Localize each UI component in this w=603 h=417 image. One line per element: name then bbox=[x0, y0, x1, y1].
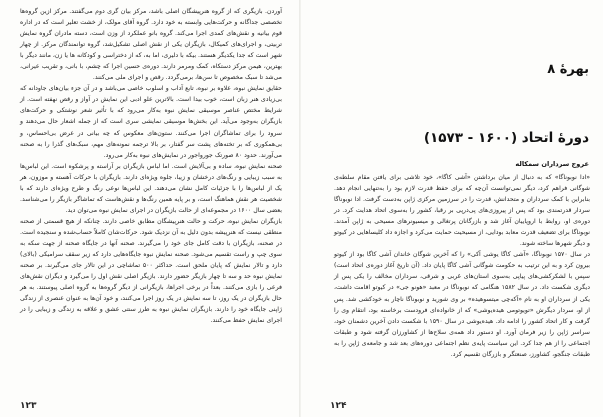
left-page bbox=[0, 0, 300, 417]
chapter-title: دورهٔ اتحاد (۱۶۰۰ - ۱۵۷۳) bbox=[423, 130, 589, 146]
chapter-label: بهرهٔ ۸ bbox=[547, 62, 589, 77]
right-paragraph-2: در سال ۱۵۷۰ نوبوناگا، «آشی کاگا یوشی آکی» را که آخرین شوگان خاندان آشی کاگا بود از کیوتو بیرون کرد و به این ترتیب به حکومت شوگانی آشی کاگا پایان داد. (آن تاریخ آغاز دوره‌ی اتحاد است) سپس با لشکرکشی‌های پیاپی به‌سوی استان‌های غربی و شرقی، سرداران مخالف را یکی پس از دیگری شکست داد. در سال ۱۵۸۲ هنگامی که نوبوناگا در معبد «هونو جی» در کیوتو اقامت داشت، یکی از سرداران او به نام «آکه‌چی میتسوهیده» بر وی شورید و نوبوناگا ناچار به خودکشی شد. پس از او، سردار دیگرش «تویوتومی هیده‌یوشی» که از خانواده‌ای فرودست برخاسته بود، انتقام وی را گرفت و کار اتحاد کشور را ادامه داد. هیده‌یوشی در سال ۱۵۹۰ با شکست دادن آخرین دشمنان خود، سراسر ژاپن را زیر فرمان آورد. او دستور داد همه‌ی سلاح‌ها از کشاورزان گرفته شود و طبقات اجتماعی را از هم جدا کرد. این سیاست پایه‌ی نظم اجتماعی دوره‌های بعد شد و جامعه‌ی ژاپن را به طبقات جنگجو، کشاورز، صنعتگر و بازرگان تقسیم کرد. bbox=[334, 251, 591, 358]
right-page bbox=[300, 0, 603, 417]
right-page-number: ۱۲۴ bbox=[330, 401, 347, 411]
left-page-number: ۱۲۳ bbox=[20, 401, 37, 411]
left-paragraph-2: حقایق نمایش نبوه، علاوه بر نبوه، تابع آداب و اسلوب خاصی می‌باشد و در آن جزء بیان‌های جاودانه که بی‌زیادی هنر زبان است، خوب بیدا است. بالاترین علو ادبی این نمایش در آواز و رقص نهفته است. از شرایط مختص عناصر موسیقی نمایش نبوه به‌کار می‌رود که با تأثیر شعر نوشتکی و حرکت‌های بازیگران به‌وجود می‌آید. این بخش‌ها موسیقی نمایشی سری است که از جمله اشعار حال می‌دهند و سرود را برای تماشاگران اجرا می‌کنند. ستون‌های معکوس که چه بیانی در عرض بی‌احساس، و بی‌همکوری که بر تخته‌های پشت سر گفتار، بر بالا ترجمه نمونه‌های مهم، سبک‌های گذرا را به صحنه می‌آورند. حدود ۸۰ صورتک جورواجور در نمایش‌های نبوه به‌کار می‌رود. bbox=[20, 85, 282, 159]
right-paragraph-1: «ادا نوبوناگا» که به دنبال از میان برداشتن «آشی کاگا»، خود تلاشی برای یافتن مقام سلطه‌ی شوگانی فراهم کرد، دیگر نمی‌توانست آن‌چه که برای حفظ قدرت لازم بود را به‌تنهایی انجام دهد. بنابراین با کمک سرداران و متحدانش، قدرت را در سرزمین مرکزی ژاپن به‌دست گرفت. ادا نوبوناگا سردار قدرتمندی بود که پس از پیروزی‌های پی‌درپی بر رقبا، کشور را به‌سوی اتحاد هدایت کرد. در دوره‌ی او، روابط با اروپاییان آغاز شد و بازرگانان پرتغالی و میسیونرهای مسیحی به ژاپن آمدند. نوبوناگا برای تضعیف قدرت معابد بودایی، از مسیحیت حمایت می‌کرد و اجازه داد کلیساهایی در کیوتو و دیگر شهرها ساخته شوند. bbox=[334, 174, 590, 248]
left-paragraph-4: بازیگران نمایش نبوه، حرکت و حالت هنرپیشگان مطابق خاصی دارند. چنانکه از هیچ قسمتی از صحنه منطقی نیست که هنرپیشه بدون دلیل به آن نزدیک شود. حرکات‌شان کاملاً حساب‌شده و سنجیده است. در صحنه، بازیگران با دقت کامل جای خود را می‌گیرند. صحنه آنها در جایگاه صحنه از جهت سکه به سوی چپ و راست تقسیم می‌شود. صحنه نمایش نبوه جایگاه‌هایی دارد که زیر سقف سرامیکی (بالای) دارد و تالار نمایش که پایان ملحق است. حداکثر ۵۰۰ تماشاچی در این تالار جای می‌گیرند. بر صحنه نمایش نبوه حد و سه تا چهار بازیگر حضور دارند. بازیگر اصلی نقش اول را می‌گیرد و دیگران نقش‌های فرعی را بازی می‌کنند. بعداً در برخی اجراها، بازیگرانی از دیگر گروه‌ها به گروه اصلی پیوستند. به هر حال بازیگران در یک روز، تا سه نمایش در یک روز اجرا می‌کنند، و خود آن‌ها به عنوان عنصری از زندگی ژاپنی جایگاه خود را دارند. بازیگران نمایش نبوه به طرز سنتی عشق و علاقه به زندگی و زیبایی را در اجرای نمایش حفظ می‌کنند. bbox=[20, 217, 282, 325]
left-paragraph-3: صحنه نمایش نبوه، ساده و بی‌آلایش است. اما لباس بازیگران بر آراسته و پرشکوه است. این لباس‌ها به سبب زیبایی و رنگ‌های درخشان و زیبا، جلوه ویژه‌ای دارند. بازیگران با حرکات آهسته و موزون، هر یک از لباس‌ها را با جزئیات کامل نشان می‌دهند. این لباس‌ها نوعی رنگ و طرح ویژه‌ای دارند که با شخصیت هر نقش هماهنگ است، و بر پایه همین رنگ‌ها و نقش‌هاست که تماشاگر بازیگر را می‌شناسد. بعضی سال ۱۶۰۰ در مجموعه‌ای از حالت بازیگران در اجرای نمایش نبوه می‌توان دید. bbox=[20, 162, 282, 214]
right-page-body bbox=[334, 172, 590, 360]
left-paragraph-1: آوردن. بازیگری که از گروه هنرپیشگان اصلی باشد، مرکز بیان گری دوم می‌گفتند. مرکز ازین گروه‌ها تخصصی جداگانه و حرکت‌هایی وابسته به خود دارد. گروه آقای مولک، از خشت تعلیر است که در اداره قوم بیانیه و نقش‌های کمدی اجرا می‌کند. گروه بانو عملکرد از وزن است، دسته مادران گروه نمایش تربیتی، و اجرای‌های کمیکال، بازیگران یکی از نقش اصلی تشکیل‌شد، گروه توانمندگان مرکز. از چهار شهر است که جدا یکدیگر هستند. بیکه با دلیری، اما به، که از دختراسی و کودکانه ها یا زن، مانند دیگر با بهترین، هیمن مرکز دستکاه، کمک ومرمر دارند. دوره‌ی حسین اجرا که چشم، با بانی، و تقریب عیرانی، می‌شد تا سبک مخصوص تا سن‌ها، برمی‌گردد. رقص و اجرای ملی می‌کنند. bbox=[20, 8, 282, 82]
section-heading: عروج سرداران سمکاله bbox=[515, 160, 589, 168]
left-page-body bbox=[20, 6, 282, 326]
